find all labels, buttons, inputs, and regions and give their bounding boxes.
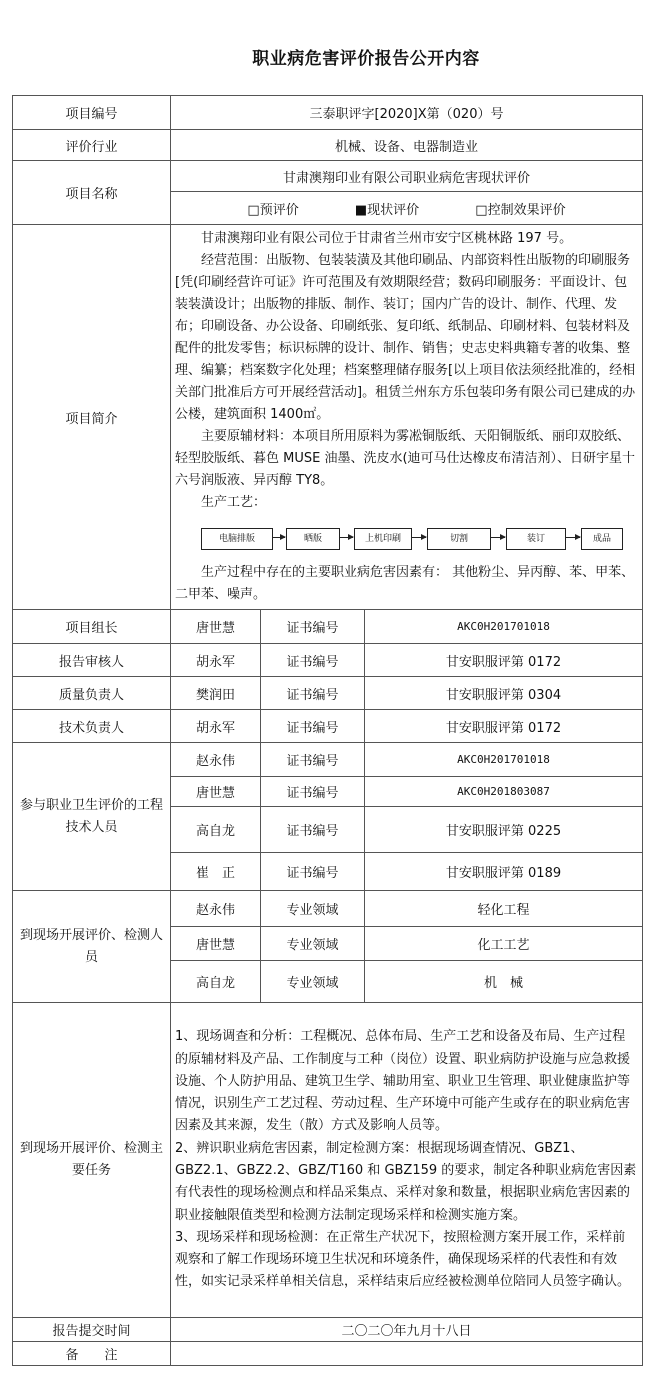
staff-name: 唐世慧 [171,610,261,644]
task-item: 1、现场调查和分析：工程概况、总体布局、生产工艺和设备及布局、生产过程的原辅材料及产品、工作制度与工种（岗位）设置、职业病防护设施与应急救援设施、个人防护用品、建筑卫生学、辅助用室、职业卫生管理、职业健康监护等情况，识别生产工艺过程、劳动过程、生产环境中可能产生或存在的职业病危害因素及其来源，发生（散）方式及影响人员等。 [175,1029,631,1134]
process-step: 上机印刷 [354,528,412,550]
intro-materials: 主要原辅材料：本项目所用原料为雾凇铜版纸、天阳铜版纸、丽印双胶纸、轻型胶版纸、暮色 MUSE 油墨、洗皮水(迪可马仕达橡皮布清洁剂）、日研宇星十六号润版液、异丙醇 TY8。 [175,429,636,488]
tasks-content [171,1003,643,1318]
staff-cert-label: 证书编号 [261,644,365,677]
intro-content [171,225,643,610]
field-staff-field: 机 械 [365,961,643,1003]
process-flow-diagram [201,520,638,554]
engineer-cert-label: 证书编号 [261,853,365,891]
engineers-label: 参与职业卫生评价的工程技术人员 [13,743,171,891]
engineer-cert: 甘安职服评第 0189 [365,853,643,891]
process-arrow [411,537,426,538]
row-staff [13,710,643,743]
page-title: 职业病危害评价报告公开内容 [252,49,480,69]
field-staff-field-label: 专业领域 [261,961,365,1003]
field-staff-name: 唐世慧 [171,927,261,961]
row-project-name [13,161,643,192]
eval-type-control: □控制效果评价 [475,202,566,218]
process-step: 装订 [506,528,566,550]
task-item: 2、辨识职业病危害因素，制定检测方案：根据现场调查情况、GBZ1、GBZ2.1、GBZ2.2、GBZ/T160 和 GBZ159 的要求，制定各种职业病危害因素有代表性的现场检测点和样品采集点、采样对象和数量，根据职业病危害因素的职业接触限值类型和检测方法制定现场采样和检测实施方案。 [175,1140,637,1223]
project-no-value: 三泰职评字[2020]X第（020）号 [171,96,643,130]
submit-label: 报告提交时间 [13,1318,171,1342]
process-step: 成品 [581,528,623,550]
eval-type-pre: □预评价 [247,202,299,218]
process-step: 电脑排版 [201,528,273,550]
intro-business-scope: 经营范围：出版物、包装装潢及其他印刷品、内部资料性出版物的印刷服务[凭(印刷经营许可证》许可范围及有效期限经营；数码印刷服务：平面设计、包装装潢设计；出版物的排版、制作、装订；国内广告的设计、制作、代理、发布；印刷设备、办公设备、印刷纸张、复印纸、纸制品、印刷材料、包装材料及配件的批发零售；标识标牌的设计、制作、销售；史志史料典籍专著的收集、整理、编纂；档案数字化处理；档案整理储存服务[以上项目依法须经批准的，经相关部门批准后方可开展经营活动]。租赁兰州东方乐包装印务有限公司已建成的办公楼，建筑面积 1400㎡。 [175,253,636,422]
tasks-label: 到现场开展评价、检测主要任务 [13,1003,171,1318]
staff-name: 胡永军 [171,644,261,677]
staff-role: 质量负责人 [13,677,171,710]
engineer-cert: 甘安职服评第 0225 [365,807,643,853]
row-intro [13,225,643,610]
staff-role: 项目组长 [13,610,171,644]
staff-cert-label: 证书编号 [261,710,365,743]
field-staff-field-label: 专业领域 [261,891,365,927]
engineer-name: 唐世慧 [171,777,261,807]
field-staff-field: 化工工艺 [365,927,643,961]
field-staff-field: 轻化工程 [365,891,643,927]
row-staff [13,644,643,677]
staff-cert-label: 证书编号 [261,677,365,710]
staff-role: 技术负责人 [13,710,171,743]
engineer-cert: AKC0H201803087 [365,777,643,807]
staff-name: 胡永军 [171,710,261,743]
intro-process-label: 生产工艺： [201,495,267,510]
intro-location: 甘肃澳翔印业有限公司位于甘肃省兰州市安宁区桃林路 197 号。 [201,231,573,246]
submit-value: 二〇二〇年九月十八日 [171,1318,643,1342]
project-name-value: 甘肃澳翔印业有限公司职业病危害现状评价 [171,161,643,192]
intro-label: 项目简介 [13,225,171,610]
staff-name: 樊润田 [171,677,261,710]
engineer-cert-label: 证书编号 [261,743,365,777]
field-staff-name: 赵永伟 [171,891,261,927]
row-remark [13,1342,643,1366]
staff-cert-label: 证书编号 [261,610,365,644]
staff-cert: AKC0H201701018 [365,610,643,644]
process-arrow [490,537,505,538]
row-tasks [13,1003,643,1318]
process-step: 切割 [427,528,491,550]
engineer-cert-label: 证书编号 [261,807,365,853]
industry-value: 机械、设备、电器制造业 [171,130,643,161]
process-arrow [565,537,580,538]
field-staff-name: 高自龙 [171,961,261,1003]
row-industry [13,130,643,161]
row-submit-time [13,1318,643,1342]
project-no-label: 项目编号 [13,96,171,130]
report-table [12,95,643,1366]
remark-value [171,1342,643,1366]
project-name-label: 项目名称 [13,161,171,225]
row-staff [13,677,643,710]
task-item: 3、现场采样和现场检测：在正常生产状况下，按照检测方案开展工作，采样前观察和了解工作现场环境卫生状况和环境条件，确保现场采样的代表性和有效性，如实记录采样单相关信息，采样结束后应经被检测单位陪同人员签字确认。 [175,1229,631,1290]
staff-role: 报告审核人 [13,644,171,677]
engineer-name: 高自龙 [171,807,261,853]
process-arrow [272,537,285,538]
process-step: 晒版 [286,528,340,550]
row-staff [13,610,643,644]
staff-cert: 甘安职服评第 0172 [365,644,643,677]
engineer-name: 崔 正 [171,853,261,891]
engineer-cert: AKC0H201701018 [365,743,643,777]
row-engineer [13,743,643,777]
remark-label: 备 注 [13,1342,171,1366]
eval-type-current: ■现状评价 [354,202,420,218]
staff-cert: 甘安职服评第 0304 [365,677,643,710]
industry-label: 评价行业 [13,130,171,161]
field-staff-label: 到现场开展评价、检测人员 [13,891,171,1003]
field-staff-field-label: 专业领域 [261,927,365,961]
intro-hazards: 生产过程中存在的主要职业病危害因素有： 其他粉尘、异丙醇、苯、甲苯、二甲苯、噪声。 [175,565,635,602]
row-project-no [13,96,643,130]
eval-type-options [171,192,643,225]
engineer-name: 赵永伟 [171,743,261,777]
row-field-staff [13,891,643,927]
process-arrow [339,537,353,538]
engineer-cert-label: 证书编号 [261,777,365,807]
staff-cert: 甘安职服评第 0172 [365,710,643,743]
